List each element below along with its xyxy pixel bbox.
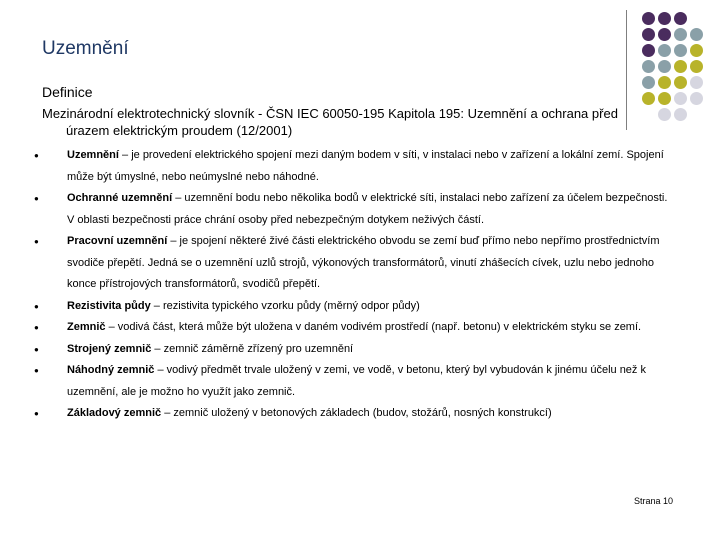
- term-description: – rezistivita typického vzorku půdy (měrný odpor půdy): [150, 299, 420, 312]
- bullet-icon: ●: [34, 237, 39, 246]
- list-item: [34, 188, 674, 231]
- bullet-icon: ●: [34, 366, 39, 375]
- decor-dot: [674, 28, 687, 41]
- decor-dot: [658, 44, 671, 57]
- decor-dot: [674, 12, 687, 25]
- term-description: – uzemnění bodu nebo několika bodů v elektrické síti, instalaci nebo zařízení za účelem bezpečnosti. V oblasti bezpečnosti práce chrání osoby před nebezpečným dotykem neživých částí.: [67, 192, 668, 226]
- decor-dot: [690, 76, 703, 89]
- decor-dot: [658, 60, 671, 73]
- term: Uzemnění: [67, 149, 119, 161]
- term: Ochranné uzemnění: [67, 192, 173, 204]
- decor-dot: [642, 76, 655, 89]
- decor-dot: [690, 44, 703, 57]
- list-item: [34, 339, 674, 361]
- decor-dot: [674, 44, 687, 57]
- bullet-icon: ●: [34, 151, 39, 160]
- page-number: Strana 10: [634, 496, 674, 506]
- list-item: [34, 360, 674, 403]
- definition-source-line1: Mezinárodní elektrotechnický slovník - ČSN IEC 60050-195 Kapitola 195: Uzemnění a ochrana před: [42, 106, 618, 121]
- decor-dot: [658, 76, 671, 89]
- term: Náhodný zemnič: [67, 364, 155, 376]
- term-description: – zemnič uložený v betonových základech (budov, stožárů, nosných konstrukcí): [161, 407, 552, 419]
- list-item: [34, 145, 674, 188]
- definition-source: [42, 105, 682, 139]
- decor-dot: [658, 12, 671, 25]
- term-description: – vodivá část, která může být uložena v daném vodivém prostředí (např. betonu) v elektrickém styku se zemí.: [105, 321, 642, 333]
- decor-dot: [642, 60, 655, 73]
- decor-dot: [674, 60, 687, 73]
- definition-list: [34, 145, 674, 425]
- list-item: [34, 317, 674, 339]
- decor-dot: [674, 76, 687, 89]
- decor-dot: [642, 44, 655, 57]
- term-description: – vodivý předmět trvale uložený v zemi, ve vodě, v betonu, který byl vybudován k jinému účelu než k uzemnění, ale je možno ho využít jako zemnič.: [67, 364, 646, 398]
- definition-source-line2: úrazem elektrickým proudem (12/2001): [66, 123, 293, 138]
- term: Základový zemnič: [67, 407, 162, 419]
- term-description: – je provedení elektrického spojení mezi daným bodem v síti, v instalaci nebo v zařízení a lokální zemí. Spojení může být úmyslné, nebo neúmyslné nebo náhodné.: [67, 149, 664, 183]
- decor-dot: [690, 60, 703, 73]
- bullet-icon: ●: [34, 344, 39, 354]
- bullet-icon: ●: [34, 301, 39, 311]
- decor-dot: [642, 12, 655, 25]
- decor-dot: [690, 28, 703, 41]
- term: Pracovní uzemnění: [67, 235, 168, 247]
- term-description: – je spojení některé živé části elektrického obvodu se zemí buď přímo nebo nepřímo prostřednictvím svodiče přepětí. Jedná se o uzemnění uzlů strojů, výkonových transformátorů, vinutí zhášecích cívek, uzlu nebo jednoho konce přístrojových transformátorů, svodičů přepětí.: [67, 235, 660, 290]
- decor-dot: [690, 92, 703, 105]
- term-description: – zemnič záměrně zřízený pro uzemnění: [151, 342, 354, 355]
- bullet-icon: ●: [34, 323, 39, 332]
- term: Strojený zemnič: [67, 342, 152, 355]
- decor-dot: [642, 28, 655, 41]
- decor-dot: [674, 92, 687, 105]
- term: Zemnič: [67, 321, 106, 333]
- decor-dot: [658, 28, 671, 41]
- slide-title: Uzemnění: [42, 38, 129, 59]
- list-item: [34, 403, 674, 425]
- decor-dot: [642, 92, 655, 105]
- decor-dot: [658, 92, 671, 105]
- term: Rezistivita půdy: [67, 299, 151, 312]
- list-item: [34, 296, 674, 318]
- bullet-icon: ●: [34, 194, 39, 203]
- bullet-icon: ●: [34, 409, 39, 418]
- definition-heading: Definice: [42, 84, 93, 100]
- list-item: [34, 231, 674, 296]
